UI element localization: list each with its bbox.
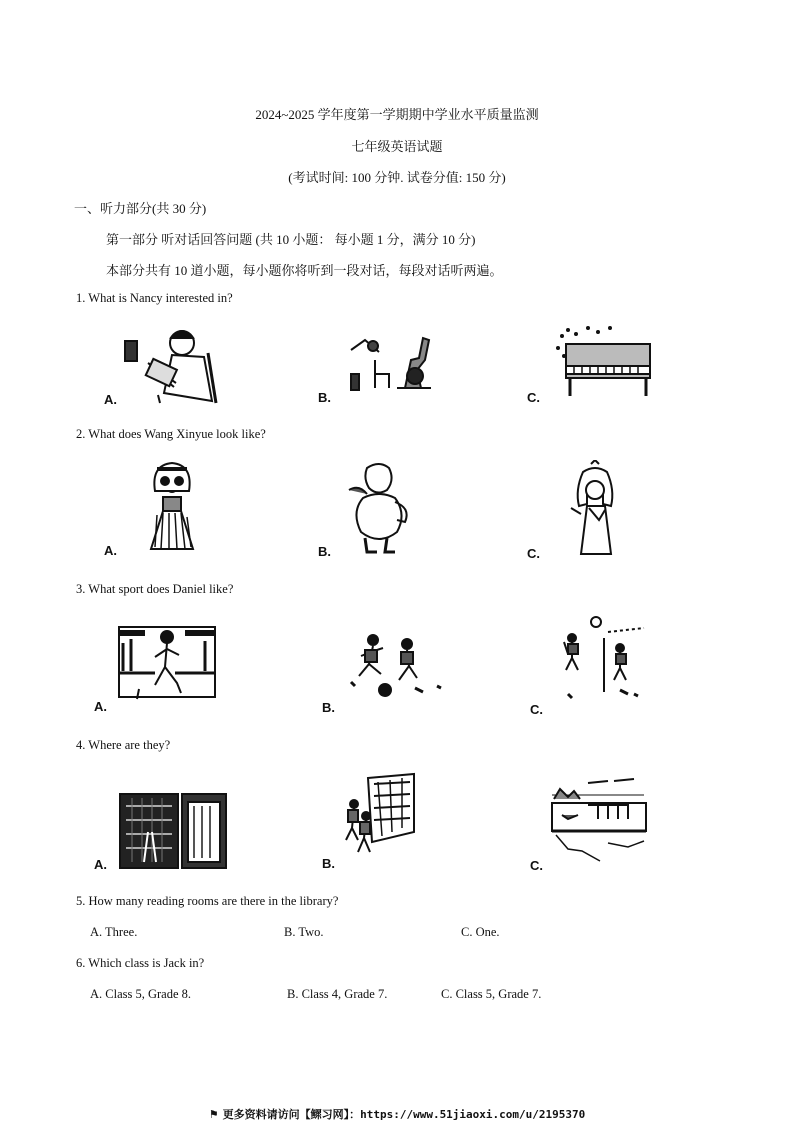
science-lab-icon: [345, 330, 435, 395]
footer-link[interactable]: [0, 1106, 794, 1122]
part-heading: 第一部分 听对话回答问题 (共 10 小题： 每小题 1 分，满分 10 分): [106, 232, 476, 247]
heavy-person-icon: [345, 460, 415, 555]
exam-info: (考试时间: 100 分钟. 试卷分值: 150 分): [288, 170, 506, 185]
q2-option-c: C.: [527, 546, 540, 561]
question-6: 6. Which class is Jack in?: [76, 956, 205, 970]
library-icon: [118, 792, 228, 870]
running-icon: [115, 623, 220, 703]
q3-option-c: C.: [530, 702, 543, 717]
q6-option-a: A. Class 5, Grade 8.: [90, 987, 192, 1001]
playground-icon: [548, 775, 648, 865]
q3-option-b: B.: [322, 700, 335, 715]
q4-option-b: B.: [322, 856, 335, 871]
q1-option-a: A.: [104, 392, 117, 407]
volleyball-icon: [558, 614, 648, 704]
section-heading: 一、听力部分(共 30 分): [74, 201, 207, 216]
girl-short-hair-icon: [145, 455, 200, 555]
q5-option-a: A. Three.: [90, 925, 138, 939]
q5-option-b: B. Two.: [284, 925, 324, 939]
q5-option-c: C. One.: [461, 925, 500, 939]
q4-option-a: A.: [94, 857, 107, 872]
football-icon: [345, 630, 445, 700]
instruction-text: 本部分共有 10 道小题，每小题你将听到一段对话，每段对话听两遍。: [106, 263, 503, 278]
q4-option-c: C.: [530, 858, 543, 873]
classroom-icon: [338, 772, 418, 862]
question-3: 3. What sport does Daniel like?: [76, 582, 234, 596]
q6-option-b: B. Class 4, Grade 7.: [287, 987, 388, 1001]
q6-option-c: C. Class 5, Grade 7.: [441, 987, 542, 1001]
q1-option-c: C.: [527, 390, 540, 405]
exam-subtitle: 七年级英语试题: [351, 139, 443, 154]
girl-long-hair-icon: [565, 460, 625, 560]
q2-option-b: B.: [318, 544, 331, 559]
exam-title: 2024~2025 学年度第一学期期中学业水平质量监测: [255, 107, 539, 122]
q2-option-a: A.: [104, 543, 117, 558]
question-4: 4. Where are they?: [76, 738, 171, 752]
piano-icon: [552, 322, 657, 402]
flag-icon: ⚑: [208, 1108, 219, 1121]
question-1: 1. What is Nancy interested in?: [76, 291, 233, 305]
q3-option-a: A.: [94, 699, 107, 714]
girl-reading-icon: [120, 323, 230, 408]
footer-text: 更多资料请访问【鳏习网】：https://www.51jiaoxi.com/u/2195370: [222, 1108, 586, 1121]
question-5: 5. How many reading rooms are there in the library?: [76, 894, 339, 908]
q1-option-b: B.: [318, 390, 331, 405]
question-2: 2. What does Wang Xinyue look like?: [76, 427, 266, 441]
